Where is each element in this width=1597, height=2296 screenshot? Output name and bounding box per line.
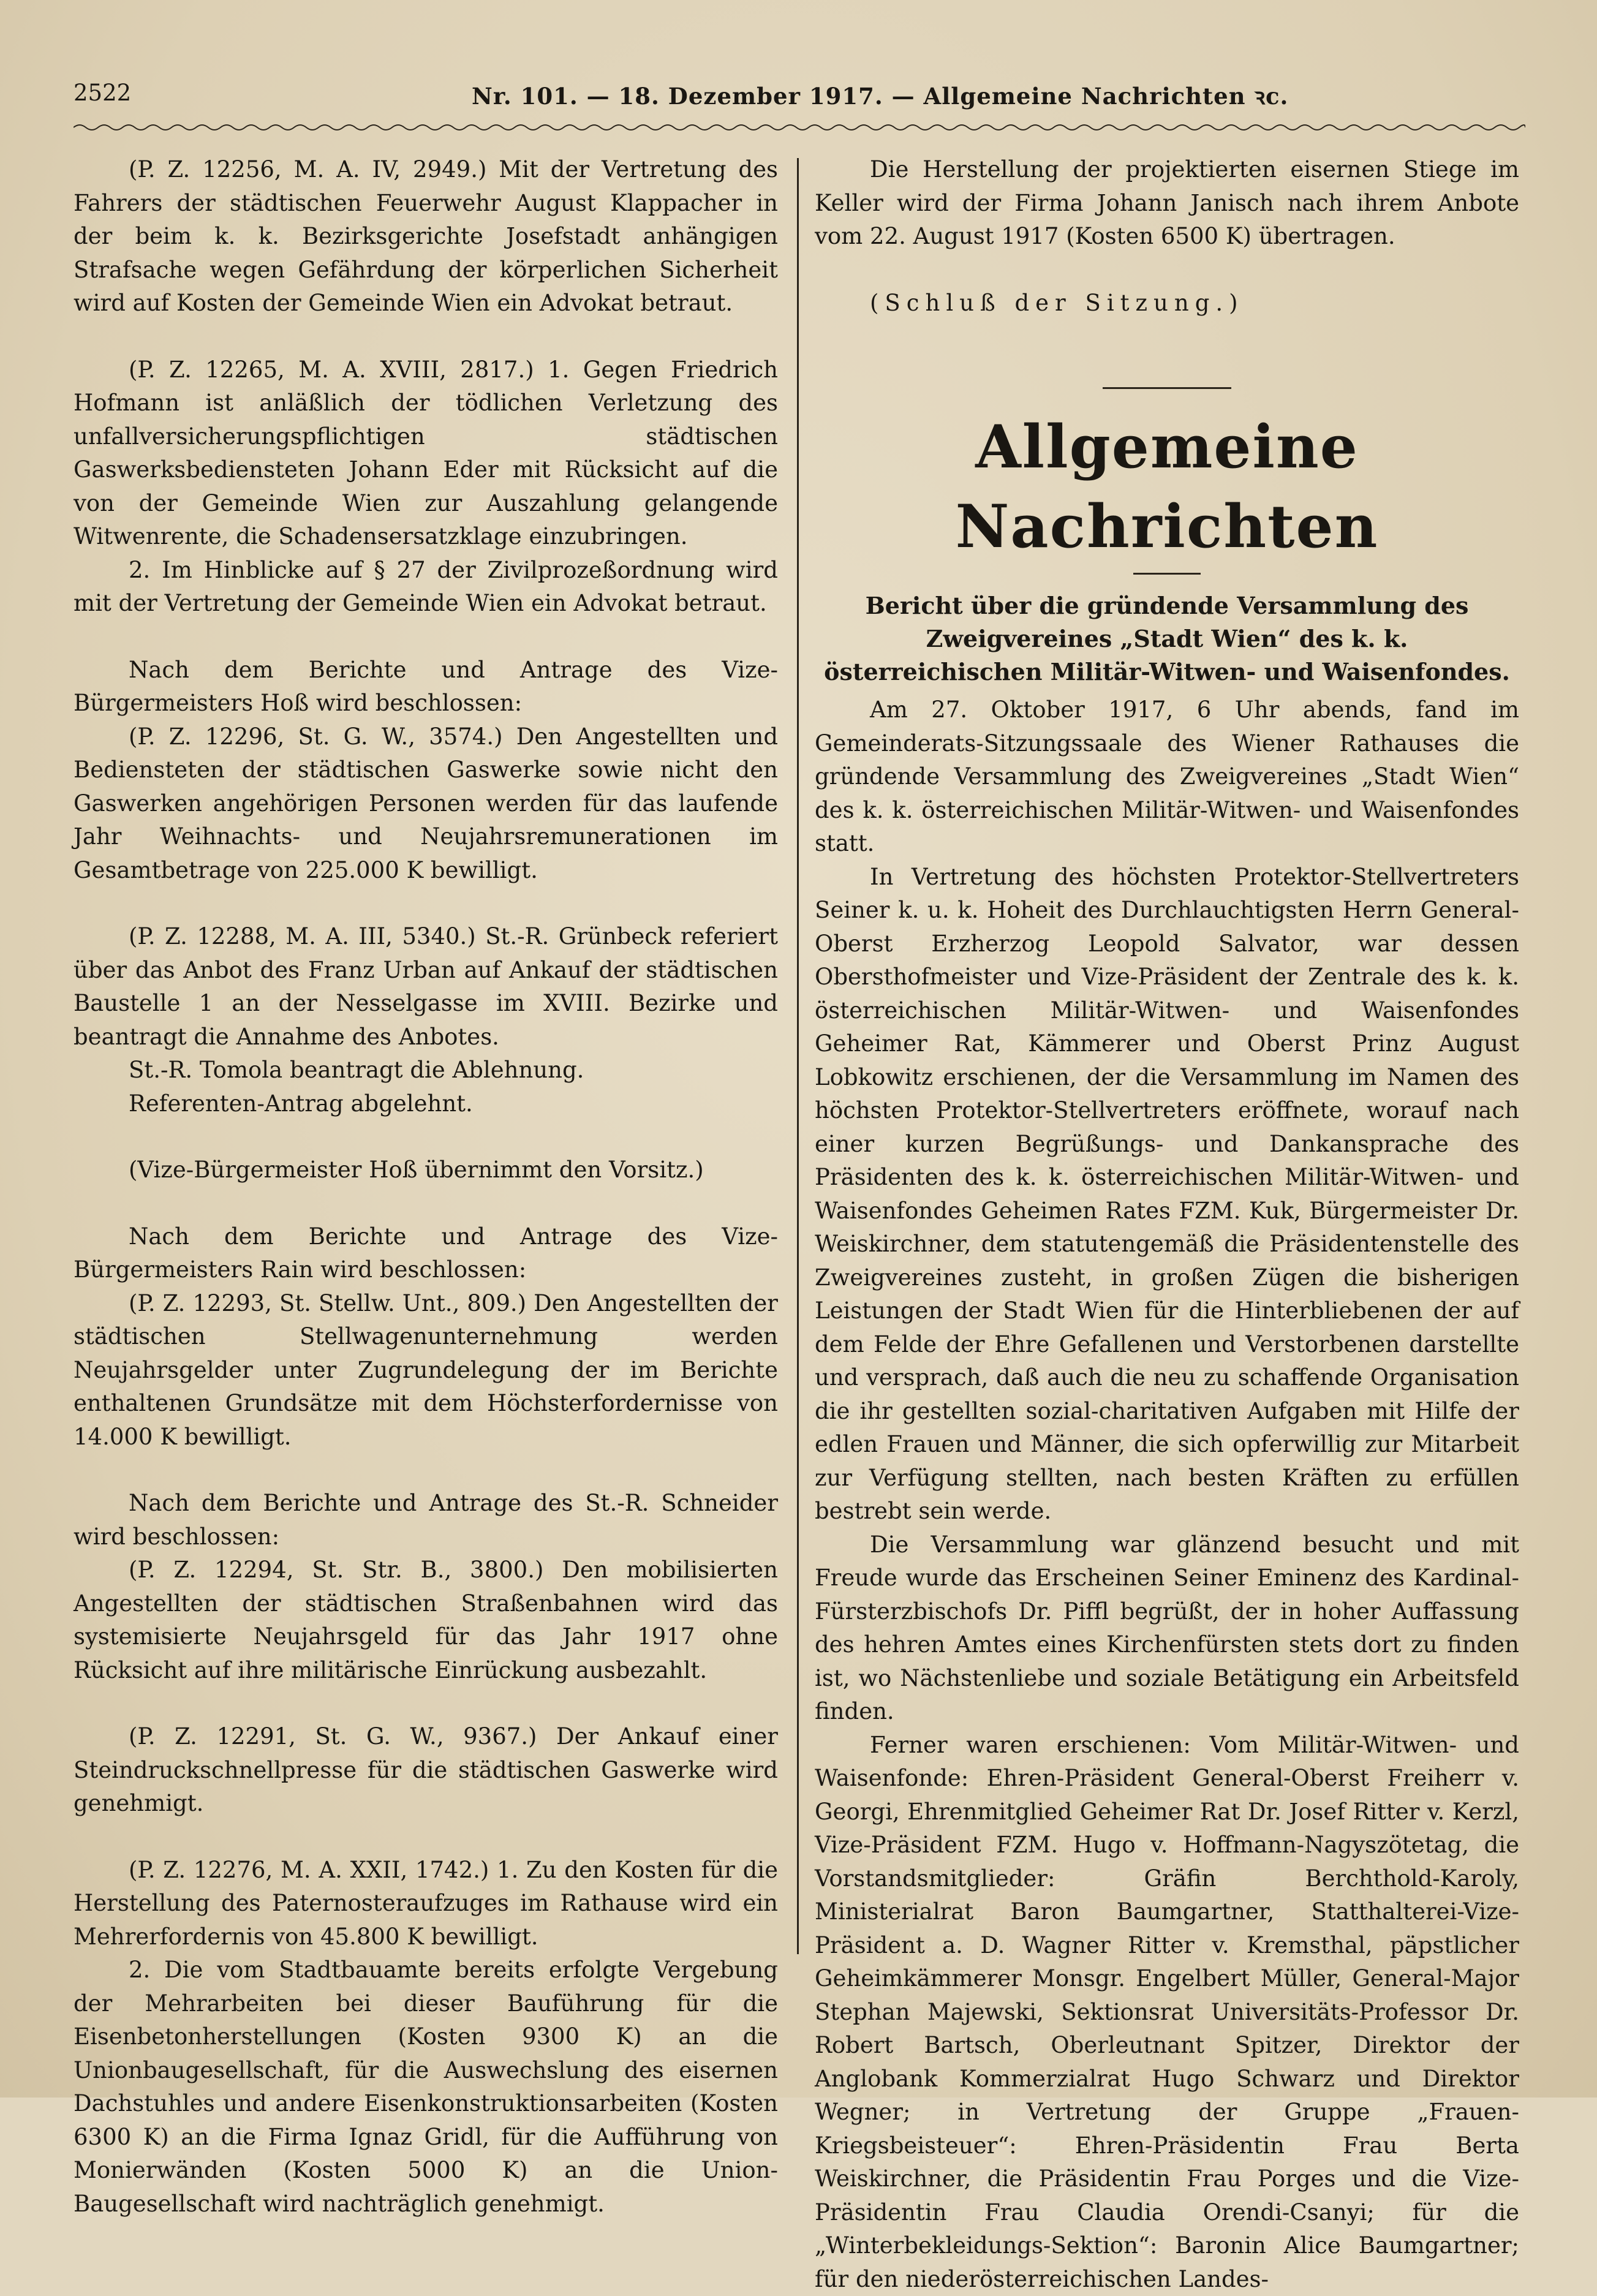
page-header (74, 80, 1525, 116)
paragraph: (P. Z. 12291, St. G. W., 9367.) Der Ankauf einer Steindruckschnellpresse für die städtischen Gaswerke wird genehmigt. (74, 1720, 778, 1821)
paragraph: (P. Z. 12296, St. G. W., 3574.) Den Angestellten und Bediensteten der städtischen Gaswerke sowie nicht den Gaswerken angehörigen Personen werden für das laufende Jahr Weihnachts- und Neujahrsremunerationen im Gesamtbetrage von 225.000 K bewilligt. (74, 720, 778, 888)
paragraph: Die Herstellung der projektierten eisernen Stiege im Keller wird der Firma Johann Janisch nach ihrem Anbote vom 22. August 1917 (Kosten 6500 K) übertragen. (815, 153, 1519, 254)
paragraph: (P. Z. 12265, M. A. XVIII, 2817.) 1. Gegen Friedrich Hofmann ist anläßlich der tödlichen Verletzung des unfallversicherungspflichtigen städtischen Gaswerksbediensteten Johann Eder mit Rücksicht auf die von der Gemeinde Wien zur Auszahlung gelangende Witwenrente, die Schadensersatzklage einzubringen. (74, 353, 778, 554)
paragraph: Am 27. Oktober 1917, 6 Uhr abends, fand im Gemeinderats-Sitzungssaale des Wiener Rathauses die gründende Versammlung des Zweigvereines „Stadt Wien“ des k. k. österreichischen Militär-Witwen- und Waisenfondes statt. (815, 693, 1519, 861)
paragraph: (Vize-Bürgermeister Hoß übernimmt den Vorsitz.) (74, 1154, 778, 1187)
paragraph: Nach dem Berichte und Antrage des Vize-Bürgermeisters Rain wird beschlossen: (74, 1220, 778, 1287)
paragraph: Referenten-Antrag abgelehnt. (74, 1087, 778, 1121)
paragraph: (P. Z. 12294, St. Str. B., 3800.) Den mobilisierten Angestellten der städtischen Straßenbahnen wird das systemisierte Neujahrsgeld für das Jahr 1917 ohne Rücksicht auf ihre militärische Einrückung ausbezahlt. (74, 1554, 778, 1687)
paragraph: 2. Die vom Stadtbauamte bereits erfolgte Vergebung der Mehrarbeiten bei dieser Bauführung für die Eisenbetonherstellungen (Kosten 9300 K) an die Unionbaugesellschaft, für die Auswechslung des eisernen Dachstuhles und andere Eisenkonstruktionsarbeiten (Kosten 6300 K) an die Firma Ignaz Gridl, für die Aufführung von Monierwänden (Kosten 5000 K) an die Union-Baugesellschaft wird nachträglich genehmigt. (74, 1954, 778, 2221)
right-column (815, 153, 1519, 2296)
header-wavy-rule (74, 120, 1525, 135)
column-divider (797, 158, 799, 1954)
session-closing: (Schluß der Sitzung.) (815, 287, 1519, 320)
left-column (74, 153, 778, 2221)
article-title: Bericht über die gründende Versammlung des Zweigvereines „Stadt Wien“ des k. k. österreichischen Militär-Witwen- und Waisenfondes. (815, 589, 1519, 689)
paragraph: Nach dem Berichte und Antrage des St.-R. Schneider wird beschlossen: (74, 1487, 778, 1554)
paragraph: St.-R. Tomola beantragt die Ablehnung. (74, 1054, 778, 1087)
section-rule (1103, 387, 1231, 389)
running-title: Nr. 101. — 18. Dezember 1917. — Allgemeine Nachrichten ꝛc. (472, 80, 1288, 111)
paragraph: (P. Z. 12288, M. A. III, 5340.) St.-R. Grünbeck referiert über das Anbot des Franz Urban auf Ankauf der städtischen Baustelle 1 an der Nesselgasse im XVIII. Bezirke und beantragt die Annahme des Anbotes. (74, 920, 778, 1054)
section-title: Allgemeine Nachrichten (815, 407, 1519, 567)
paragraph: Ferner waren erschienen: Vom Militär-Witwen- und Waisenfonde: Ehren-Präsident General-Oberst Freiherr v. Georgi, Ehrenmitglied Geheimer Rat Dr. Josef Ritter v. Kerzl, Vize-Präsident FZM. Hugo v. Hoffmann-Nagyszötetag, die Vorstandsmitglieder: Gräfin Berchthold-Karoly, Ministerialrat Baron Baumgartner, Statthalterei-Vize-Präsident a. D. Wagner Ritter v. Kremsthal, päpstlicher Geheimkämmerer Monsgr. Engelbert Müller, General-Major Stephan Majewski, Sektionsrat Universitäts-Professor Dr. Robert Bartsch, Oberleutnant Spitzer, Direktor der Anglobank Kommerzialrat Hugo Schwarz und Direktor Wegner; in Vertretung der Gruppe „Frauen-Kriegsbeisteuer“: Ehren-Präsidentin Frau Berta Weiskirchner, die Präsidentin Frau Porges und die Vize-Präsidentin Frau Claudia Orendi-Csanyi; für die „Winterbekleidungs-Sektion“: Baronin Alice Baumgartner; für den niederösterreichischen Landes- (815, 1729, 1519, 2296)
page-number: 2522 (74, 80, 131, 106)
paragraph: 2. Im Hinblicke auf § 27 der Zivilprozeßordnung wird mit der Vertretung der Gemeinde Wien ein Advokat betraut. (74, 554, 778, 621)
paragraph: (P. Z. 12293, St. Stellw. Unt., 809.) Den Angestellten der städtischen Stellwagenunternehmung werden Neujahrsgelder unter Zugrundelegung der im Berichte enthaltenen Grundsätze mit dem Höchsterfordernisse von 14.000 K bewilligt. (74, 1287, 778, 1454)
paragraph: Nach dem Berichte und Antrage des Vize-Bürgermeisters Hoß wird beschlossen: (74, 654, 778, 720)
title-rule (1133, 573, 1201, 575)
paragraph: Die Versammlung war glänzend besucht und mit Freude wurde das Erscheinen Seiner Eminenz des Kardinal-Fürsterzbischofs Dr. Piffl begrüßt, der in hoher Auffassung des hehren Amtes eines Kirchenfürsten stets dort zu finden ist, wo Nächstenliebe und soziale Betätigung ein Arbeitsfeld finden. (815, 1528, 1519, 1729)
paragraph: (P. Z. 12256, M. A. IV, 2949.) Mit der Vertretung des Fahrers der städtischen Feuerwehr August Klappacher in der beim k. k. Bezirksgerichte Josefstadt anhängigen Strafsache wegen Gefährdung der körperlichen Sicherheit wird auf Kosten der Gemeinde Wien ein Advokat betraut. (74, 153, 778, 320)
paragraph: (P. Z. 12276, M. A. XXII, 1742.) 1. Zu den Kosten für die Herstellung des Paternosteraufzuges im Rathause wird ein Mehrerfordernis von 45.800 K bewilligt. (74, 1854, 778, 1954)
paragraph: In Vertretung des höchsten Protektor-Stellvertreters Seiner k. u. k. Hoheit des Durchlauchtigsten Herrn General-Oberst Erzherzog Leopold Salvator, war dessen Obersthofmeister und Vize-Präsident der Zentrale des k. k. österreichischen Militär-Witwen- und Waisenfondes Geheimer Rat, Kämmerer und Oberst Prinz August Lobkowitz erschienen, der die Versammlung im Namen des höchsten Protektor-Stellvertreters eröffnete, worauf nach einer kurzen Begrüßungs- und Dankansprache des Präsidenten des k. k. österreichischen Militär-Witwen- und Waisenfondes Geheimen Rates FZM. Kuk, Bürgermeister Dr. Weiskirchner, dem statutengemäß die Präsidentenstelle des Zweigvereines zusteht, in großen Zügen die bisherigen Leistungen der Stadt Wien für die Hinterbliebenen der auf dem Felde der Ehre Gefallenen und Verstorbenen darstellte und versprach, daß auch die neu zu schaffende Organisation die ihr gestellten sozial-charitativen Aufgaben mit Hilfe der edlen Frauen und Männer, die sich opferwillig zur Mitarbeit zur Verfügung stellten, nach besten Kräften zu erfüllen bestrebt sein werde. (815, 861, 1519, 1528)
